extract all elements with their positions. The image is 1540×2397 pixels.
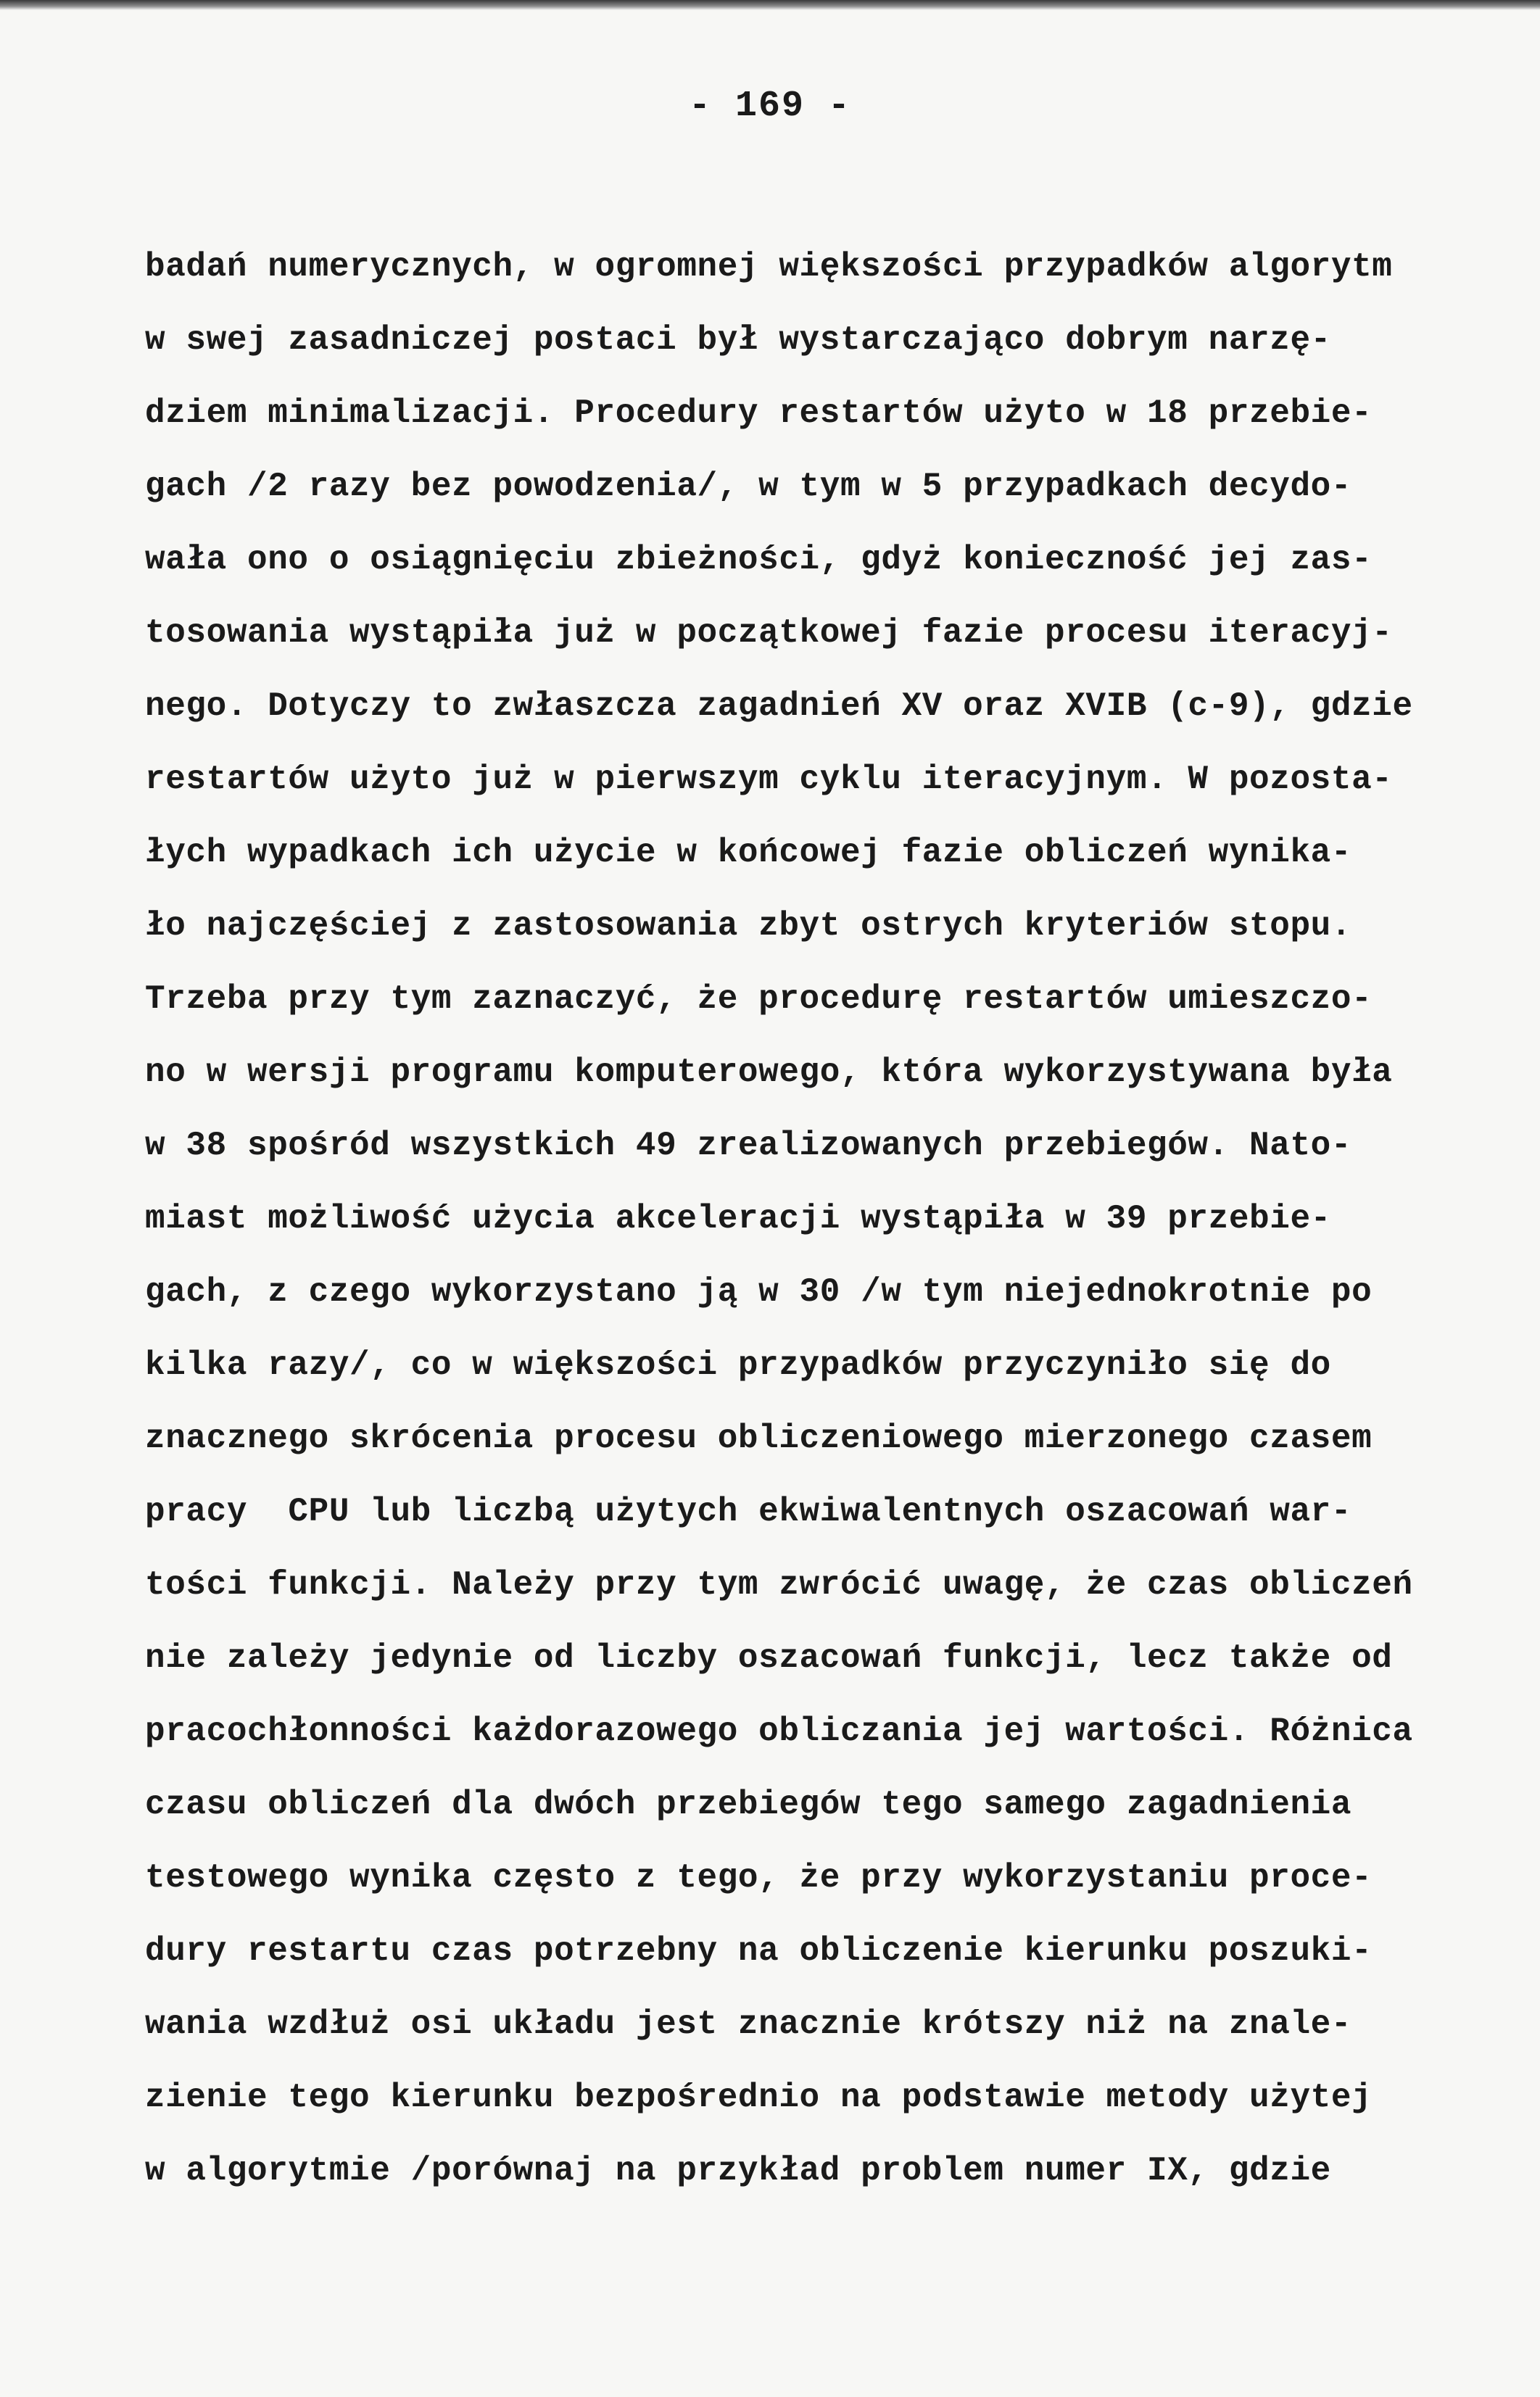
text-line: wała ono o osiągnięciu zbieżności, gdyż konieczność jej zas-: [145, 541, 1373, 579]
text-line: nie zależy jedynie od liczby oszacowań funkcji, lecz także od: [145, 1639, 1393, 1677]
text-line: no w wersji programu komputerowego, która wykorzystywana była: [145, 1053, 1393, 1091]
text-line: Trzeba przy tym zaznaczyć, że procedurę restartów umieszczo-: [145, 980, 1373, 1018]
text-line: pracochłonności każdorazowego obliczania jej wartości. Różnica: [145, 1713, 1413, 1750]
text-line: dziem minimalizacji. Procedury restartów użyto w 18 przebie-: [145, 394, 1373, 432]
text-line: w algorytmie /porównaj na przykład problem numer IX, gdzie: [145, 2152, 1331, 2190]
body-text: [145, 231, 1523, 2208]
text-line: badań numerycznych, w ogromnej większości przypadków algorytm: [145, 248, 1393, 286]
text-line: dury restartu czas potrzebny na obliczenie kierunku poszuki-: [145, 1932, 1373, 1970]
text-line: kilka razy/, co w większości przypadków przyczyniło się do: [145, 1346, 1331, 1384]
text-line: tości funkcji. Należy przy tym zwrócić uwagę, że czas obliczeń: [145, 1566, 1413, 1604]
text-line: w 38 spośród wszystkich 49 zrealizowanych przebiegów. Nato-: [145, 1127, 1352, 1164]
scan-edge: [0, 0, 1540, 10]
text-line: restartów użyto już w pierwszym cyklu iteracyjnym. W pozosta-: [145, 761, 1393, 798]
text-line: miast możliwość użycia akceleracji wystąpiła w 39 przebie-: [145, 1200, 1331, 1238]
text-line: pracy CPU lub liczbą użytych ekwiwalentnych oszacowań war-: [145, 1493, 1352, 1531]
text-line: czasu obliczeń dla dwóch przebiegów tego samego zagadnienia: [145, 1786, 1352, 1823]
text-line: wania wzdłuż osi układu jest znacznie krótszy niż na znale-: [145, 2005, 1352, 2043]
text-line: ło najczęściej z zastosowania zbyt ostrych kryteriów stopu.: [145, 907, 1352, 945]
text-line: gach /2 razy bez powodzenia/, w tym w 5 przypadkach decydo-: [145, 468, 1352, 505]
page-number: - 169 -: [688, 86, 852, 127]
text-line: łych wypadkach ich użycie w końcowej fazie obliczeń wynika-: [145, 834, 1352, 872]
text-line: znacznego skrócenia procesu obliczeniowego mierzonego czasem: [145, 1420, 1373, 1457]
text-line: nego. Dotyczy to zwłaszcza zagadnień XV oraz XVIB (c-9), gdzie: [145, 687, 1413, 725]
text-line: testowego wynika często z tego, że przy wykorzystaniu proce-: [145, 1859, 1373, 1897]
text-line: zienie tego kierunku bezpośrednio na podstawie metody użytej: [145, 2079, 1373, 2116]
text-line: gach, z czego wykorzystano ją w 30 /w tym niejednokrotnie po: [145, 1273, 1373, 1311]
text-line: tosowania wystąpiła już w początkowej fazie procesu iteracyj-: [145, 614, 1393, 652]
text-line: w swej zasadniczej postaci był wystarczająco dobrym narzę-: [145, 321, 1331, 359]
